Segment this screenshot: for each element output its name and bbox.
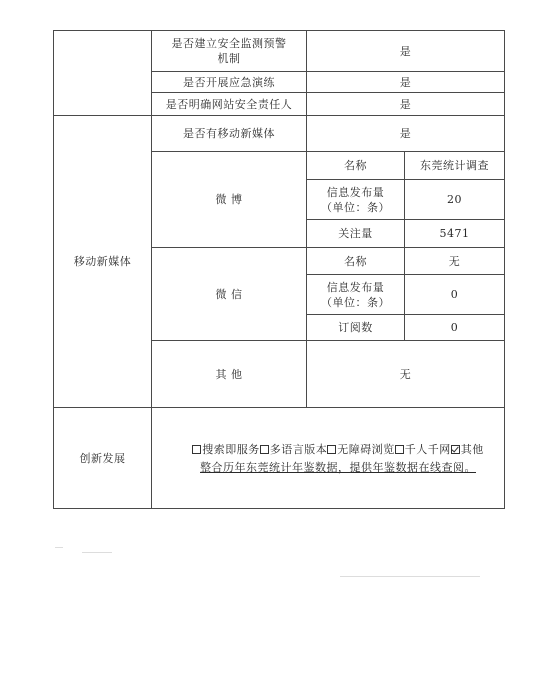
weibo-label: 微 博 (152, 152, 307, 248)
blank-section-cell (54, 31, 152, 116)
has-mobile-media-value: 是 (307, 116, 505, 152)
security-responsible-label: 是否明确网站安全责任人 (152, 93, 307, 116)
emergency-drill-label: 是否开展应急演练 (152, 72, 307, 93)
innovation-option[interactable] (260, 443, 328, 456)
other-media-label: 其 他 (152, 341, 307, 408)
weibo-posts-label: 信息发布量 （单位：条） (307, 180, 405, 220)
checkbox[interactable] (395, 445, 404, 454)
innovation-option[interactable] (451, 443, 484, 456)
wechat-subscribers-label: 订阅数 (307, 315, 405, 341)
checked-checkbox[interactable] (451, 445, 460, 454)
innovation-option-label: 搜索即服务 (202, 442, 260, 456)
innovation-option-label: 无障碍浏览 (337, 442, 395, 456)
checkbox[interactable] (192, 445, 201, 454)
innovation-options-list (174, 442, 502, 457)
innovation-option[interactable] (395, 443, 451, 456)
scan-mark (340, 576, 480, 577)
has-mobile-media-label: 是否有移动新媒体 (152, 116, 307, 152)
innovation-option-label: 多语言版本 (269, 442, 328, 456)
weibo-name-label: 名称 (307, 152, 405, 180)
mobile-media-section-label: 移动新媒体 (54, 116, 152, 408)
innovation-option-label: 千人千网 (404, 442, 451, 456)
wechat-name-value: 无 (405, 248, 505, 275)
wechat-label: 微 信 (152, 248, 307, 341)
weibo-posts-value: 20 (405, 180, 505, 220)
weibo-followers-value: 5471 (405, 220, 505, 248)
emergency-drill-value: 是 (307, 72, 505, 93)
innovation-options-cell (152, 408, 505, 509)
warning-mechanism-label: 是否建立安全监测预警 机制 (152, 31, 307, 72)
innovation-option[interactable] (192, 443, 260, 456)
innovation-option-label: 其他 (460, 442, 484, 456)
security-responsible-value: 是 (307, 93, 505, 116)
weibo-name-value: 东莞统计调查 (405, 152, 505, 180)
innovation-note: 整合历年东莞统计年鉴数据，提供年鉴数据在线查阅。 (200, 460, 476, 474)
scan-mark (82, 552, 112, 553)
innovation-section-label: 创新发展 (54, 408, 152, 509)
scan-mark (55, 547, 63, 548)
wechat-subscribers-value: 0 (405, 315, 505, 341)
warning-mechanism-value: 是 (307, 31, 505, 72)
website-report-table (53, 30, 505, 509)
wechat-posts-value: 0 (405, 275, 505, 315)
other-media-value: 无 (307, 341, 505, 408)
checkbox[interactable] (260, 445, 269, 454)
weibo-followers-label: 关注量 (307, 220, 405, 248)
wechat-posts-label: 信息发布量 （单位：条） (307, 275, 405, 315)
checkbox[interactable] (327, 445, 336, 454)
wechat-name-label: 名称 (307, 248, 405, 275)
innovation-option[interactable] (327, 443, 395, 456)
